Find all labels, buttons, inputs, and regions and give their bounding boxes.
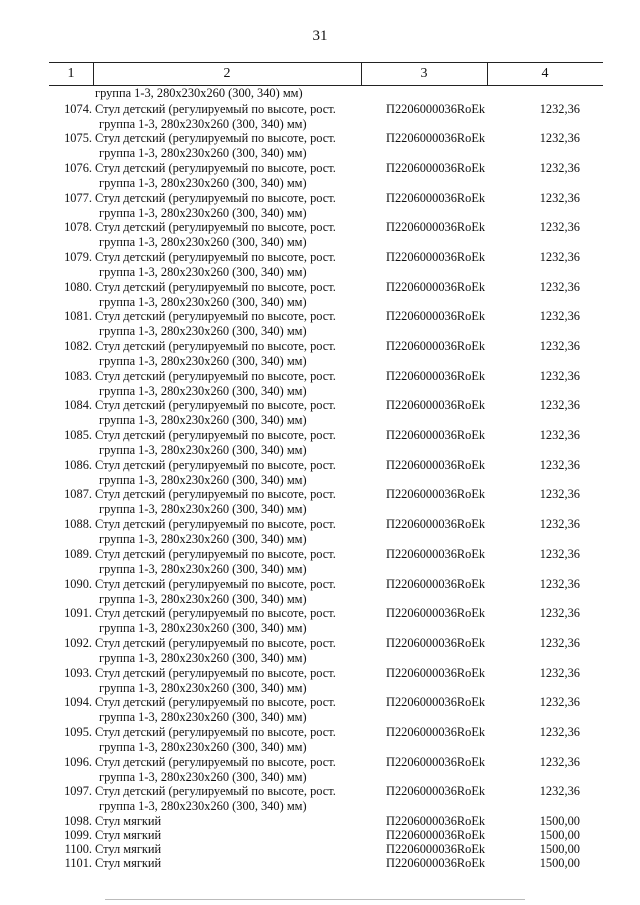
- row-code: П2206000036RoEk: [386, 665, 486, 680]
- description-line-2: группа 1-3, 280х230х260 (300, 340) мм): [99, 799, 307, 814]
- row-description: [95, 458, 370, 488]
- row-description: [95, 666, 370, 696]
- description-line-2: группа 1-3, 280х230х260 (300, 340) мм): [99, 205, 307, 220]
- description-line-1: Стул детский (регулируемый по высоте, рост.: [95, 249, 336, 264]
- row-description: [95, 161, 370, 191]
- row-number: 1096.: [64, 754, 92, 769]
- description-line-1: Стул детский (регулируемый по высоте, рост.: [95, 487, 336, 502]
- description-line-1: Стул детский (регулируемый по высоте, рост.: [95, 606, 336, 621]
- row-description: [95, 828, 370, 843]
- table-row: [0, 636, 640, 666]
- row-price: 1232,36: [539, 220, 580, 235]
- row-code: П2206000036RoEk: [386, 754, 486, 769]
- description-line-1: Стул детский (регулируемый по высоте, рост.: [95, 339, 336, 353]
- row-number: 1101.: [64, 856, 92, 870]
- description-line-1: Стул мягкий: [95, 842, 162, 856]
- row-price: 1232,36: [539, 665, 580, 680]
- table-row: [0, 369, 640, 399]
- row-description: [95, 309, 370, 339]
- row-description: [95, 280, 370, 310]
- description-line-2: группа 1-3, 280х230х260 (300, 340) мм): [99, 443, 307, 458]
- table-row: [0, 666, 640, 696]
- description-line-1: Стул детский (регулируемый по высоте, рост.: [95, 398, 336, 413]
- table-body: [0, 86, 640, 870]
- row-price: 1232,36: [539, 190, 580, 205]
- row-number: 1084.: [64, 398, 92, 413]
- row-code: П2206000036RoEk: [386, 606, 486, 621]
- table-row: [0, 856, 640, 870]
- row-code: П2206000036RoEk: [386, 309, 486, 324]
- row-price: 1232,36: [539, 309, 580, 324]
- table-row: [0, 250, 640, 280]
- row-number: 1097.: [64, 784, 92, 799]
- row-price: 1500,00: [539, 828, 580, 842]
- row-code: П2206000036RoEk: [386, 101, 486, 116]
- row-code: П2206000036RoEk: [386, 368, 486, 383]
- description-line-1: Стул мягкий: [95, 856, 162, 870]
- row-description: [95, 577, 370, 607]
- table-row: [0, 695, 640, 725]
- page-number: 31: [312, 28, 328, 44]
- row-price: 1232,36: [539, 339, 580, 353]
- table-row: [0, 725, 640, 755]
- description-line-2: группа 1-3, 280х230х260 (300, 340) мм): [99, 621, 307, 636]
- row-code: П2206000036RoEk: [386, 249, 486, 264]
- column-header-2: 2: [223, 66, 231, 81]
- description-line-1: Стул детский (регулируемый по высоте, рост.: [95, 576, 336, 591]
- row-number: 1076.: [64, 160, 92, 175]
- row-code: П2206000036RoEk: [386, 546, 486, 561]
- row-number: 1079.: [64, 249, 92, 264]
- description-line-2: группа 1-3, 280х230х260 (300, 340) мм): [99, 413, 307, 428]
- row-number: 1099.: [64, 828, 92, 842]
- row-description: [95, 725, 370, 755]
- row-number: 1085.: [64, 428, 92, 443]
- table-row: [0, 828, 640, 842]
- row-price: 1232,36: [539, 754, 580, 769]
- row-price: 1500,00: [539, 842, 580, 856]
- description-line-1: Стул детский (регулируемый по высоте, рост.: [95, 457, 336, 472]
- row-price: 1232,36: [539, 487, 580, 502]
- description-line-1: Стул детский (регулируемый по высоте, рост.: [95, 279, 336, 294]
- column-header-3: 3: [420, 66, 428, 81]
- table-row: [0, 280, 640, 310]
- table-row: [0, 842, 640, 856]
- row-description: [95, 339, 370, 369]
- description-line-1: Стул детский (регулируемый по высоте, рост.: [95, 309, 336, 324]
- row-price: 1232,36: [539, 606, 580, 621]
- description-line-1: Стул детский (регулируемый по высоте, рост.: [95, 428, 336, 443]
- table-row: [0, 131, 640, 161]
- row-number: 1088.: [64, 517, 92, 532]
- row-code: П2206000036RoEk: [386, 856, 486, 870]
- description-line-2: группа 1-3, 280х230х260 (300, 340) мм): [99, 650, 307, 665]
- row-price: 1232,36: [539, 131, 580, 146]
- row-description: [95, 191, 370, 221]
- row-number: 1091.: [64, 606, 92, 621]
- row-number: 1090.: [64, 576, 92, 591]
- description-line-2: группа 1-3, 280х230х260 (300, 340) мм): [99, 146, 307, 161]
- row-code: П2206000036RoEk: [386, 842, 486, 856]
- row-price: 1232,36: [539, 428, 580, 443]
- description-line-1: Стул детский (регулируемый по высоте, рост.: [95, 368, 336, 383]
- description-line-2: группа 1-3, 280х230х260 (300, 340) мм): [99, 472, 307, 487]
- table-row: [0, 814, 640, 828]
- row-code: П2206000036RoEk: [386, 724, 486, 739]
- row-number: 1089.: [64, 546, 92, 561]
- row-number: 1086.: [64, 457, 92, 472]
- table-row: [0, 220, 640, 250]
- row-description: [95, 369, 370, 399]
- description-line-1: Стул мягкий: [95, 814, 162, 828]
- table-row: [0, 428, 640, 458]
- description-line-1: Стул детский (регулируемый по высоте, рост.: [95, 635, 336, 650]
- table-row: [0, 547, 640, 577]
- row-price: 1500,00: [539, 814, 580, 828]
- table-row: [0, 339, 640, 369]
- row-description: [95, 428, 370, 458]
- row-price: 1232,36: [539, 279, 580, 294]
- row-price: 1232,36: [539, 517, 580, 532]
- description-line-1: Стул детский (регулируемый по высоте, рост.: [95, 695, 336, 710]
- table-row: [0, 577, 640, 607]
- row-code: П2206000036RoEk: [386, 487, 486, 502]
- description-line-2: группа 1-3, 280х230х260 (300, 340) мм): [99, 383, 307, 398]
- row-price: 1232,36: [539, 576, 580, 591]
- row-description: [95, 102, 370, 132]
- description-line-1: Стул детский (регулируемый по высоте, рост.: [95, 131, 336, 146]
- row-number: 1080.: [64, 279, 92, 294]
- table-row: [0, 606, 640, 636]
- row-code: П2206000036RoEk: [386, 695, 486, 710]
- description-line-2: группа 1-3, 280х230х260 (300, 340) мм): [99, 264, 307, 279]
- row-description: [95, 398, 370, 428]
- row-code: П2206000036RoEk: [386, 398, 486, 413]
- description-line-2: группа 1-3, 280х230х260 (300, 340) мм): [99, 680, 307, 695]
- description-line-2: группа 1-3, 280х230х260 (300, 340) мм): [99, 502, 307, 517]
- description-line-2: группа 1-3, 280х230х260 (300, 340) мм): [99, 739, 307, 754]
- row-description: [95, 487, 370, 517]
- row-code: П2206000036RoEk: [386, 160, 486, 175]
- row-number: 1083.: [64, 368, 92, 383]
- table-row: [0, 784, 640, 814]
- row-price: 1500,00: [539, 856, 580, 870]
- description-line-1: Стул детский (регулируемый по высоте, рост.: [95, 220, 336, 235]
- column-header-4: 4: [541, 66, 549, 81]
- row-description: [95, 784, 370, 814]
- row-price: 1232,36: [539, 695, 580, 710]
- row-number: 1095.: [64, 724, 92, 739]
- row-description: [95, 547, 370, 577]
- table-header: [49, 62, 603, 86]
- row-number: 1078.: [64, 220, 92, 235]
- row-description: [95, 842, 370, 857]
- description-line-2: группа 1-3, 280х230х260 (300, 340) мм): [99, 769, 307, 784]
- table-row: [0, 487, 640, 517]
- row-code: П2206000036RoEk: [386, 220, 486, 235]
- row-number: 1075.: [64, 131, 92, 146]
- row-number: 1100.: [64, 842, 92, 856]
- row-number: 1081.: [64, 309, 92, 324]
- description-line-1: Стул мягкий: [95, 828, 162, 842]
- table-row: [0, 755, 640, 785]
- row-code: П2206000036RoEk: [386, 131, 486, 146]
- table-row: [0, 517, 640, 547]
- description-line-2: группа 1-3, 280х230х260 (300, 340) мм): [99, 710, 307, 725]
- row-code: П2206000036RoEk: [386, 279, 486, 294]
- column-header-1: 1: [67, 66, 75, 81]
- description-line-2: группа 1-3, 280х230х260 (300, 340) мм): [99, 235, 307, 250]
- description-line-2: группа 1-3, 280х230х260 (300, 340) мм): [99, 116, 307, 131]
- description-line-2: группа 1-3, 280х230х260 (300, 340) мм): [99, 175, 307, 190]
- row-code: П2206000036RoEk: [386, 517, 486, 532]
- row-price: 1232,36: [539, 249, 580, 264]
- row-number: 1087.: [64, 487, 92, 502]
- description-line-1: Стул детский (регулируемый по высоте, рост.: [95, 546, 336, 561]
- table-row: [0, 102, 640, 132]
- table-row: [0, 309, 640, 339]
- row-price: 1232,36: [539, 724, 580, 739]
- row-number: 1082.: [64, 339, 92, 353]
- row-code: П2206000036RoEk: [386, 576, 486, 591]
- row-code: П2206000036RoEk: [386, 457, 486, 472]
- row-price: 1232,36: [539, 546, 580, 561]
- row-number: 1093.: [64, 665, 92, 680]
- table-row: [0, 398, 640, 428]
- row-description: [95, 606, 370, 636]
- table-row: [0, 458, 640, 488]
- row-description: [95, 856, 370, 871]
- description-line-2: группа 1-3, 280х230х260 (300, 340) мм): [99, 532, 307, 547]
- row-code: П2206000036RoEk: [386, 339, 486, 353]
- row-number: 1074.: [64, 101, 92, 116]
- row-description: [95, 517, 370, 547]
- description-line-2: группа 1-3, 280х230х260 (300, 340) мм): [99, 354, 307, 368]
- continuation-row: [0, 86, 640, 102]
- row-code: П2206000036RoEk: [386, 190, 486, 205]
- description-line-2: группа 1-3, 280х230х260 (300, 340) мм): [99, 561, 307, 576]
- row-description: [95, 695, 370, 725]
- description-line-2: группа 1-3, 280х230х260 (300, 340) мм): [99, 324, 307, 339]
- description-line-1: Стул детский (регулируемый по высоте, рост.: [95, 754, 336, 769]
- row-code: П2206000036RoEk: [386, 828, 486, 842]
- row-description: [95, 814, 370, 829]
- row-price: 1232,36: [539, 784, 580, 799]
- description-line-2: группа 1-3, 280х230х260 (300, 340) мм): [99, 591, 307, 606]
- table-row: [0, 161, 640, 191]
- row-price: 1232,36: [539, 635, 580, 650]
- description-line-1: Стул детский (регулируемый по высоте, рост.: [95, 665, 336, 680]
- row-number: 1098.: [64, 814, 92, 828]
- description-line-1: Стул детский (регулируемый по высоте, рост.: [95, 784, 336, 799]
- row-price: 1232,36: [539, 160, 580, 175]
- row-number: 1094.: [64, 695, 92, 710]
- row-description: [95, 131, 370, 161]
- row-price: 1232,36: [539, 398, 580, 413]
- row-price: 1232,36: [539, 101, 580, 116]
- row-code: П2206000036RoEk: [386, 814, 486, 828]
- row-price: 1232,36: [539, 368, 580, 383]
- row-number: 1092.: [64, 635, 92, 650]
- row-price: 1232,36: [539, 457, 580, 472]
- row-code: П2206000036RoEk: [386, 428, 486, 443]
- row-description: [95, 250, 370, 280]
- description-line-1: Стул детский (регулируемый по высоте, рост.: [95, 160, 336, 175]
- row-code: П2206000036RoEk: [386, 784, 486, 799]
- row-number: 1077.: [64, 190, 92, 205]
- row-description: [95, 755, 370, 785]
- description-line-1: Стул детский (регулируемый по высоте, рост.: [95, 101, 336, 116]
- row-description: [95, 636, 370, 666]
- continuation-text: группа 1-3, 280х230х260 (300, 340) мм): [95, 86, 303, 100]
- row-code: П2206000036RoEk: [386, 635, 486, 650]
- description-line-1: Стул детский (регулируемый по высоте, рост.: [95, 724, 336, 739]
- description-line-1: Стул детский (регулируемый по высоте, рост.: [95, 190, 336, 205]
- table-row: [0, 191, 640, 221]
- description-line-2: группа 1-3, 280х230х260 (300, 340) мм): [99, 294, 307, 309]
- row-description: [95, 220, 370, 250]
- page-bottom-rule: [105, 899, 525, 900]
- description-line-1: Стул детский (регулируемый по высоте, рост.: [95, 517, 336, 532]
